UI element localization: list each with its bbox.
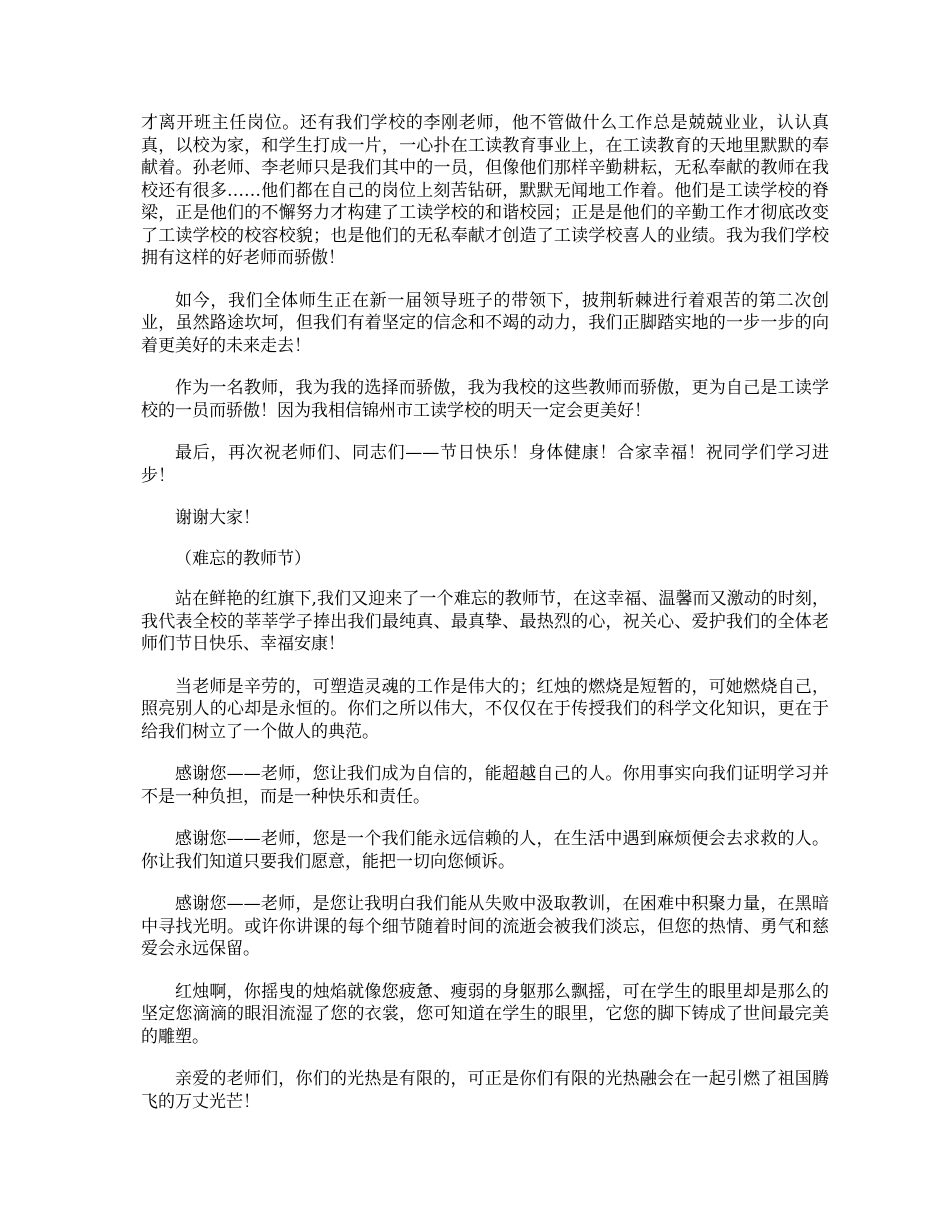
paragraph-thanks-lessons: 感谢您——老师，是您让我明白我们能从失败中汲取教训，在困难中积聚力量，在黑暗中寻找光明。或许你讲课的每个细节随着时间的流逝会被我们淡忘，但您的热情、勇气和慈爱会永远保留。 xyxy=(141,894,829,959)
section-title: （难忘的教师节） xyxy=(175,548,311,569)
paragraph-red-flag: 站在鲜艳的红旗下,我们又迎来了一个难忘的教师节，在这幸福、温馨而又激动的时刻，我代表全校的莘莘学子捧出我们最纯真、最真挚、最热烈的心，祝关心、爱护我们的全体老师们节日快乐、幸福安康！ xyxy=(141,589,829,654)
paragraph-thanks-confidence: 感谢您——老师，您让我们成为自信的，能超越自己的人。你用事实向我们证明学习并不是一种负担，而是一种快乐和责任。 xyxy=(141,764,829,807)
document-body xyxy=(141,112,829,1133)
paragraph-candle-flame: 红烛啊，你摇曳的烛焰就像您疲惫、瘦弱的身躯那么飘摇，可在学生的眼里却是那么的坚定您滴滴的眼泪流湿了您的衣裳，您可知道在学生的眼里，它您的脚下铸成了世间最完美的雕塑。 xyxy=(141,981,829,1047)
paragraph-thanks: 谢谢大家！ xyxy=(175,508,260,528)
paragraph-teacher-pride: 作为一名教师，我为我的选择而骄傲，我为我校的这些教师而骄傲，更为自己是工读学校的一员而骄傲！因为我相信锦州市工读学校的明天一定会更美好！ xyxy=(141,378,829,421)
paragraph-closing: 亲爱的老师们，你们的光热是有限的，可正是你们有限的光热融会在一起引燃了祖国腾飞的万丈光芒！ xyxy=(141,1069,829,1112)
paragraph-candle: 当老师是辛劳的，可塑造灵魂的工作是伟大的；红烛的燃烧是短暂的，可她燃烧自己，照亮别人的心却是永恒的。你们之所以伟大，不仅仅在于传授我们的科学文化知识，更在于给我们树立了一个做人的典范。 xyxy=(141,676,829,742)
paragraph-second-venture: 如今，我们全体师生正在新一届领导班子的带领下，披荆斩棘进行着艰苦的第二次创业，虽然路途坎坷，但我们有着坚定的信念和不竭的动力，我们正脚踏实地的一步一步的向着更美好的未来走去！ xyxy=(141,290,829,356)
paragraph-greetings: 最后，再次祝老师们、同志们——节日快乐！身体健康！合家幸福！祝同学们学习进步！ xyxy=(141,443,829,486)
paragraph-thanks-trust: 感谢您——老师，您是一个我们能永远信赖的人，在生活中遇到麻烦便会去求救的人。你让我们知道只要我们愿意，能把一切向您倾诉。 xyxy=(141,829,829,872)
paragraph-intro: 才离开班主任岗位。还有我们学校的李刚老师，他不管做什么工作总是兢兢业业，认认真真，以校为家，和学生打成一片，一心扑在工读教育事业上，在工读教育的天地里默默的奉献着。孙老师、李老师只是我们其中的一员，但像他们那样辛勤耕耘，无私奉献的教师在我校还有很多……他们都在自己的岗位上刻苦钻研，默默无闻地工作着。他们是工读学校的脊梁，正是他们的不懈努力才构建了工读学校的和谐校园；正是是他们的辛勤工作才彻底改变了工读学校的校容校貌；也是他们的无私奉献才创造了工读学校喜人的业绩。我为我们学校拥有这样的好老师而骄傲！ xyxy=(141,113,829,268)
